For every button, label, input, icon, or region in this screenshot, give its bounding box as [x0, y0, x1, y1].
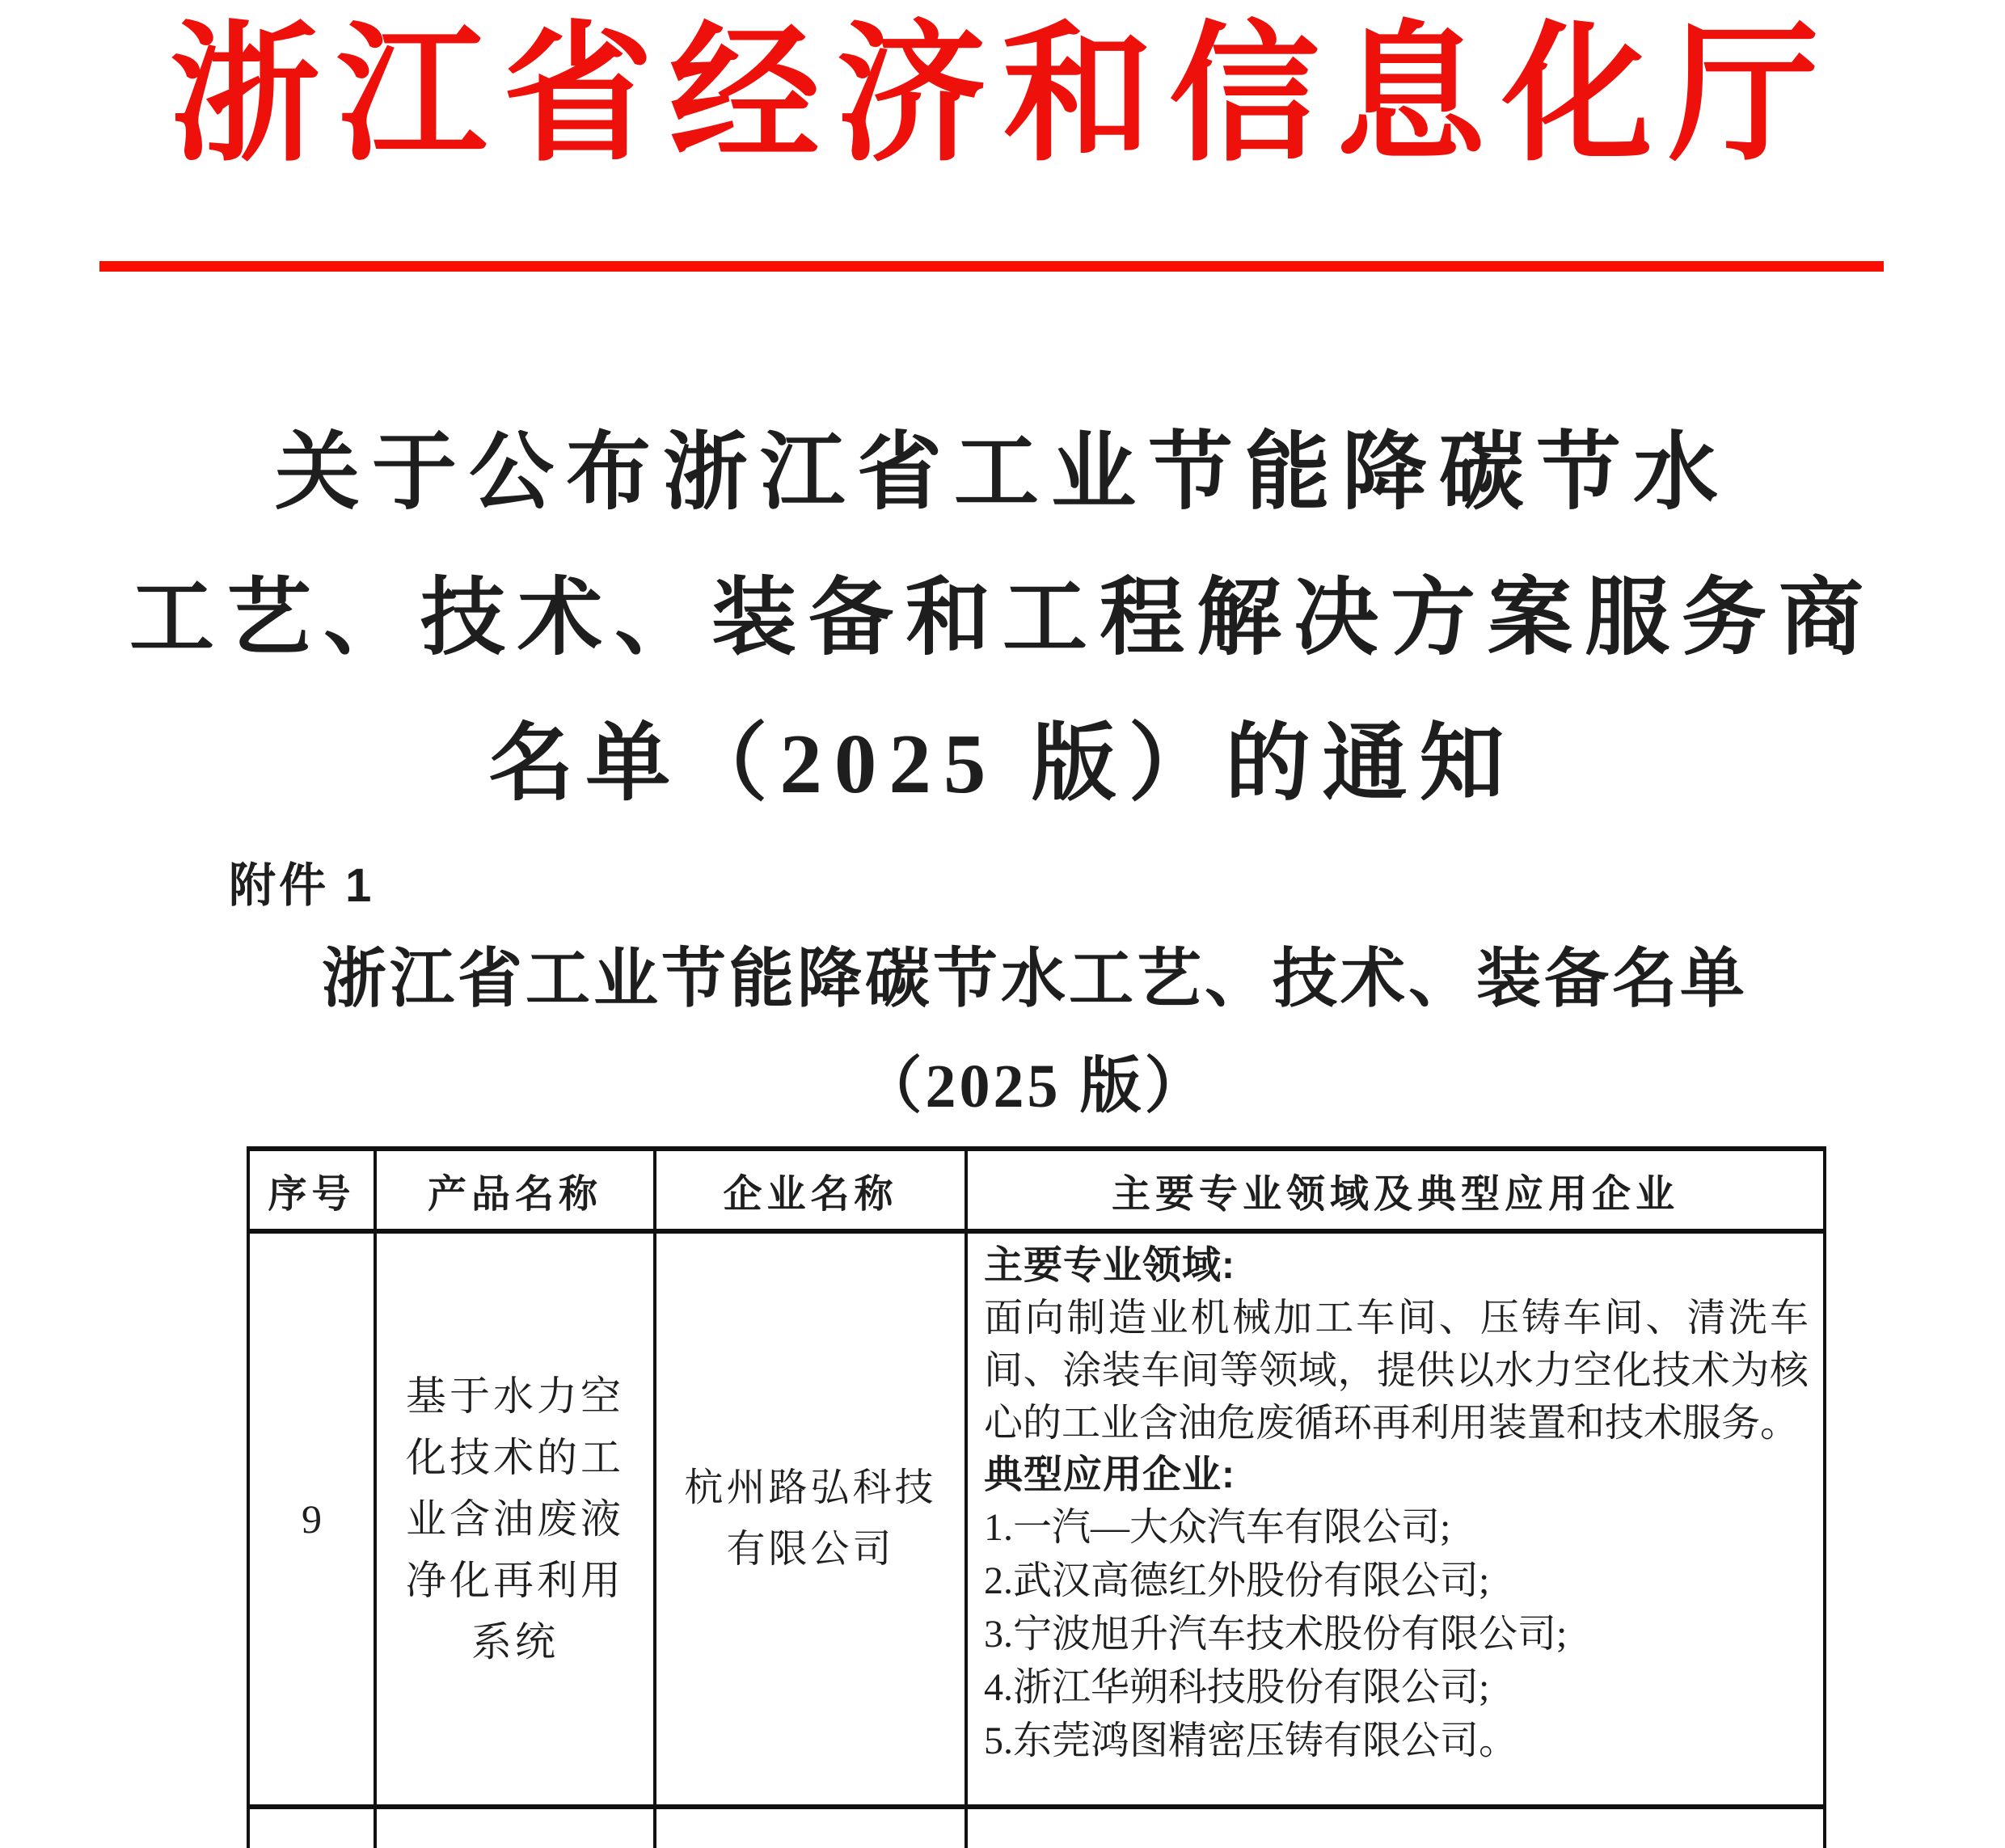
- main-fields-heading: 主要专业领域:: [984, 1244, 1235, 1287]
- notice-title-line-1: 关于公布浙江省工业节能降碳节水: [274, 425, 1730, 520]
- letterhead-org-title: 浙江省经济和信息化厅: [169, 13, 1835, 179]
- notice-title: [0, 400, 2005, 837]
- details-cell: [966, 1231, 1825, 1807]
- table-row-9: [248, 1231, 1825, 1807]
- details-content: [968, 1234, 1823, 1768]
- typical-app-item-4: 4.浙江华朔科技股份有限公司;: [984, 1666, 1490, 1709]
- partial-cell-details: [966, 1807, 1825, 1848]
- letterhead-divider-rule: [99, 261, 1884, 272]
- header-cell-fields-and-apps: 主要专业领域及典型应用企业: [966, 1149, 1825, 1231]
- product-name-cell: [375, 1231, 655, 1807]
- header-cell-company-name: 企业名称: [655, 1149, 966, 1231]
- company-name-cell: [655, 1231, 966, 1807]
- company-name-text: 杭州路弘科技有限公司: [684, 1466, 937, 1571]
- typical-app-item-2: 2.武汉高德红外股份有限公司;: [984, 1559, 1490, 1602]
- table-header-row: [248, 1149, 1825, 1231]
- partial-next-row: [248, 1807, 1825, 1848]
- row-index-cell: 9: [248, 1231, 375, 1807]
- typical-app-item-1: 1.一汽—大众汽车有限公司;: [984, 1506, 1451, 1549]
- typical-apps-heading: 典型应用企业:: [984, 1454, 1235, 1496]
- notice-title-line-2: 工艺、技术、装备和工程解决方案服务商: [129, 571, 1876, 665]
- products-table: [247, 1146, 1826, 1848]
- notice-title-line-3: 名单（2025 版）的通知: [488, 716, 1517, 811]
- attachment-label: 附件 1: [229, 859, 375, 912]
- partial-cell-product: [375, 1807, 655, 1848]
- main-fields-text: 面向制造业机械加工车间、压铸车间、清洗车间、涂装车间等领域，提供以水力空化技术为核心的工业含油危废循环再利用装置和技术服务。: [984, 1297, 1809, 1445]
- partial-cell-index: [248, 1807, 375, 1848]
- header-cell-product-name: 产品名称: [375, 1149, 655, 1231]
- typical-app-item-3: 3.宁波旭升汽车技术股份有限公司;: [984, 1613, 1568, 1656]
- attachment-table-subtitle: （2025 版）: [860, 1053, 1209, 1120]
- product-name-text: 基于水力空化技术的工业含油废液净化再利用系统: [406, 1373, 624, 1664]
- attachment-table-title: 浙江省工业节能降碳节水工艺、技术、装备名单: [322, 944, 1748, 1015]
- typical-app-item-5: 5.东莞鸿图精密压铸有限公司。: [984, 1719, 1518, 1762]
- header-cell-index: 序号: [248, 1149, 375, 1231]
- partial-cell-company: [655, 1807, 966, 1848]
